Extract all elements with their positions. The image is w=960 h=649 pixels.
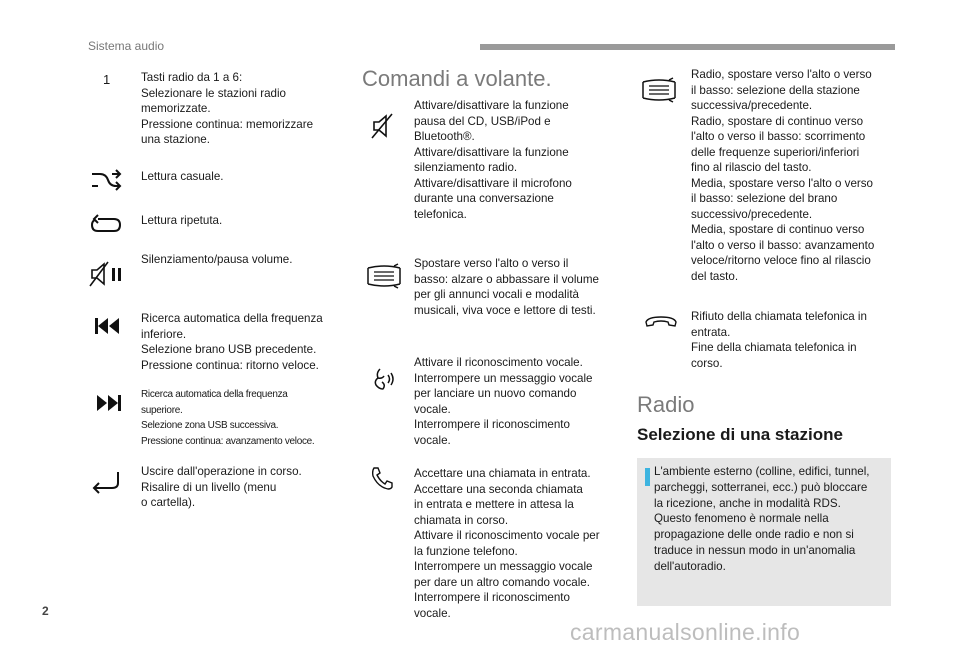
radio-subtitle: Selezione di una stazione	[637, 425, 843, 444]
watermark: carmanualsonline.info	[570, 619, 801, 645]
left-item-text: Uscire dall'operazione in corso. Risalire di un livello (menu o cartella).	[141, 465, 302, 509]
left-item-text: Lettura ripetuta.	[141, 214, 223, 227]
back-icon	[88, 468, 124, 496]
left-item-text: Silenziamento/pausa volume.	[141, 253, 293, 266]
right-item-text: Radio, spostare verso l'alto o verso il basso: selezione della stazione successiva/precedente. Radio, spostare di continuo verso l'alto o verso il basso: scorrimento delle frequenze superiori/inferiori fino al rilascio del tasto. Media, spostare verso l'alto o verso il basso: selezione del brano successivo/precedente. Media, spostare di continuo verso l'alto o verso il basso: avanzamento veloce/ritorno veloce fino al rilascio del tasto.	[691, 68, 875, 283]
right-item-text: Rifiuto della chiamata telefonica in entrata. Fine della chiamata telefonica in corso.	[691, 310, 867, 370]
left-item-text: Ricerca automatica della frequenza inferiore. Selezione brano USB precedente. Pressione continua: ritorno veloce.	[141, 312, 323, 372]
mute-icon	[366, 112, 402, 140]
radio-title: Radio	[637, 392, 695, 417]
info-icon	[645, 468, 650, 486]
scroll-wheel-icon	[641, 76, 677, 104]
header-rule	[480, 44, 895, 50]
steering-item-text: Accettare una chiamata in entrata. Accettare una seconda chiamata in entrata e mettere in attesa la chiamata in corso. Attivare il riconoscimento vocale per la funzione telefono. Interrompere un messaggio vocale per dare un altro comando vocale. Interrompere il riconoscimento vocale.	[414, 467, 600, 620]
number-one-icon: 1	[103, 72, 111, 87]
left-item-text: Ricerca automatica della frequenza superiore. Selezione zona USB successiva. Pressione continua: avanzamento veloce.	[141, 389, 315, 447]
info-text: L'ambiente esterno (colline, edifici, tunnel, parcheggi, sotterranei, ecc.) può bloccare la ricezione, anche in modalità RDS. Questo fenomeno è normale nella propagazione delle onde radio e non si traduce in nessun modo in un'anomalia dell'autoradio.	[654, 465, 870, 573]
shuffle-icon	[88, 166, 124, 194]
phone-answer-icon	[366, 464, 402, 492]
next-track-icon	[90, 389, 126, 417]
voice-command-icon	[366, 365, 402, 393]
previous-track-icon	[90, 312, 126, 340]
scroll-wheel-icon	[366, 262, 402, 290]
steering-item-text: Attivare/disattivare la funzione pausa del CD, USB/iPod e Bluetooth®. Attivare/disattivare la funzione silenziamento radio. Attivare/disattivare il microfono durante una conversazione telefonica.	[414, 99, 572, 221]
header-title: Sistema audio	[88, 39, 165, 53]
steering-item-text: Attivare il riconoscimento vocale. Interrompere un messaggio vocale per lanciare un nuovo comando vocale. Interrompere il riconoscimento vocale.	[414, 356, 593, 447]
steering-item-text: Spostare verso l'alto o verso il basso: alzare o abbassare il volume per gli annunci vocali e modalità musicali, viva voce e lettore di testi.	[414, 257, 599, 317]
page-number: 2	[42, 604, 49, 618]
info-box	[637, 458, 891, 606]
mute-pause-icon	[88, 260, 124, 288]
left-item-text: Tasti radio da 1 a 6: Selezionare le stazioni radio memorizzate. Pressione continua: memorizzare una stazione.	[141, 71, 314, 146]
repeat-icon	[88, 210, 124, 238]
phone-hangup-icon	[643, 308, 679, 336]
steering-title: Comandi a volante.	[362, 66, 552, 91]
left-item-text: Lettura casuale.	[141, 170, 224, 183]
